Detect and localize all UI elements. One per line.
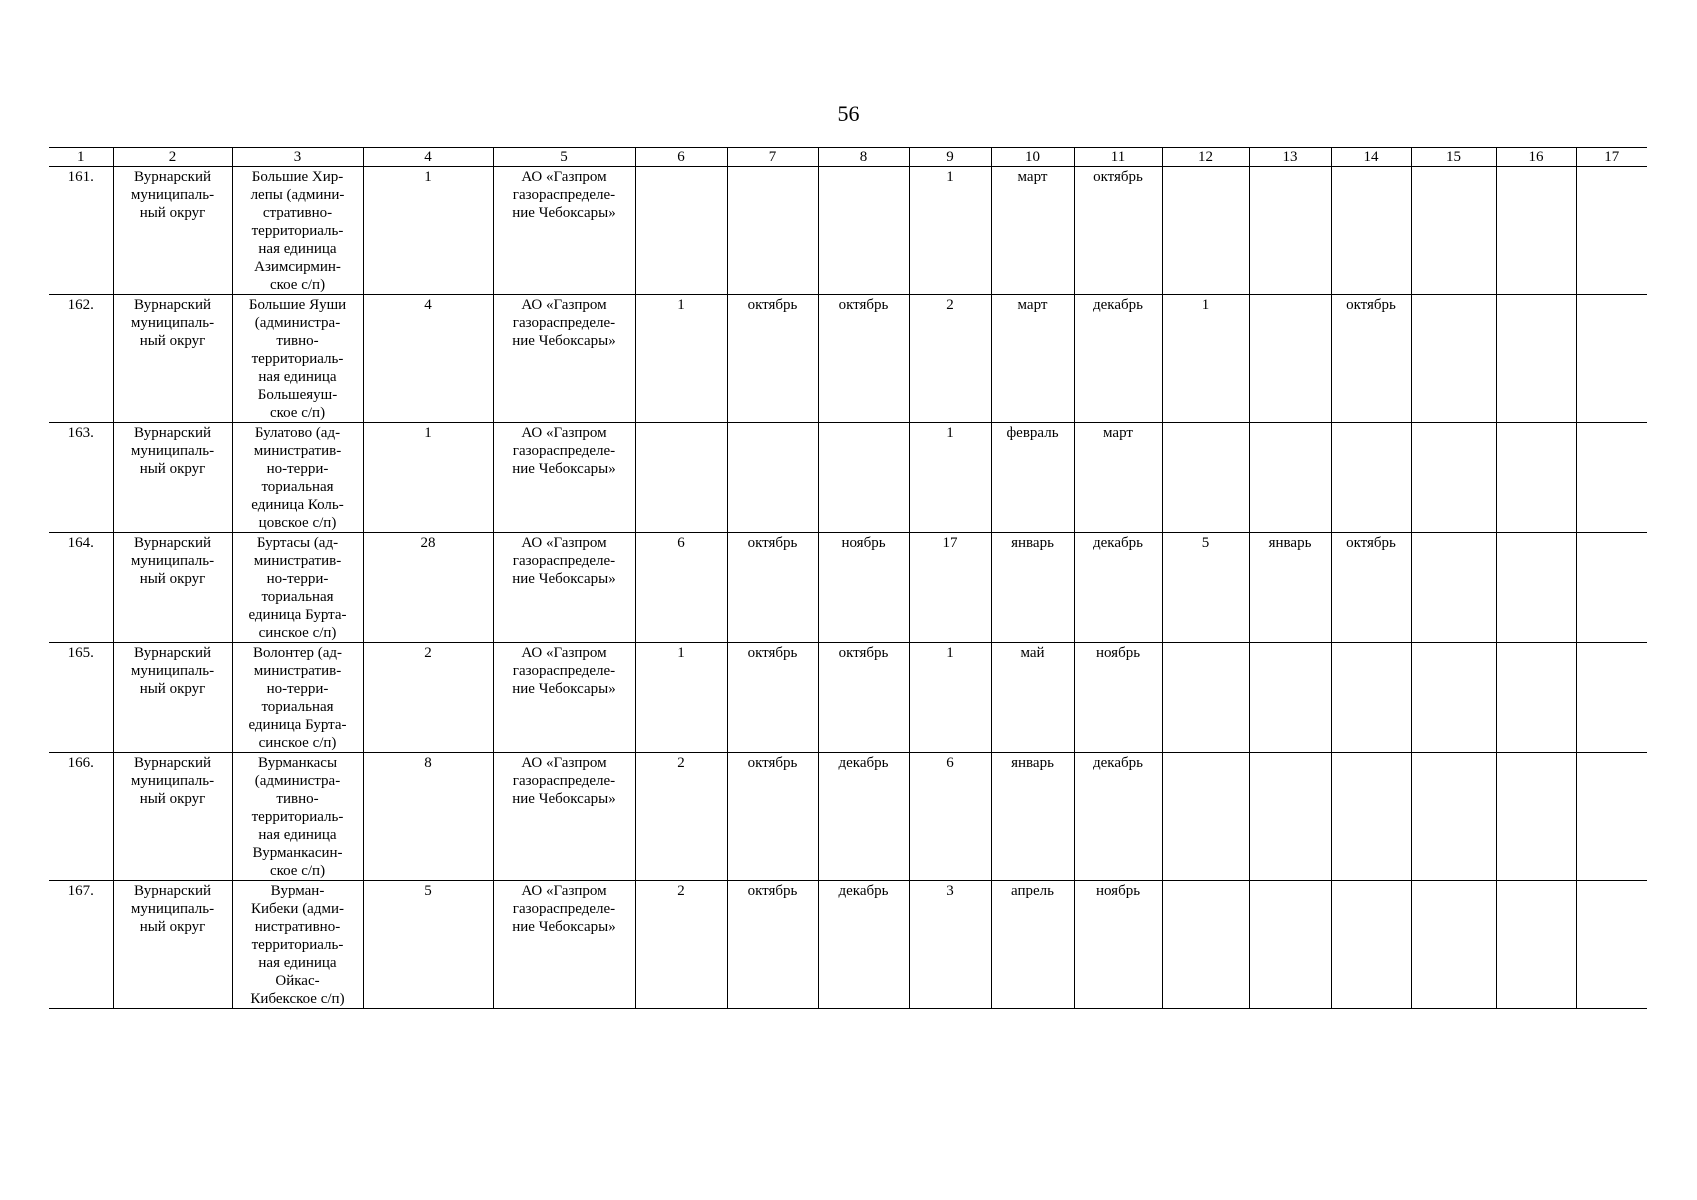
cell-line: Вурманкасин- <box>252 845 343 861</box>
cell-line: ние Чебоксары» <box>512 333 616 349</box>
row-number: 164. <box>49 533 113 643</box>
cell-line: но-терри- <box>266 681 329 697</box>
col9-cell: 1 <box>909 167 991 295</box>
cell-line: Волонтер (ад- <box>252 645 343 661</box>
cell-line: газораспределе- <box>512 315 616 331</box>
col17-cell <box>1576 881 1647 1009</box>
column-number-7: 7 <box>727 148 818 167</box>
district-cell <box>113 423 232 533</box>
col15-cell <box>1411 533 1496 643</box>
cell-line: Большие Хир- <box>251 169 344 185</box>
organization-cell <box>493 753 635 881</box>
page-number: 56 <box>837 101 860 126</box>
cell-line: ториальная <box>261 589 334 605</box>
cell-line: но-терри- <box>266 461 329 477</box>
settlement-cell <box>232 753 363 881</box>
cell-line: Булатово (ад- <box>254 425 341 441</box>
cell-line: газораспределе- <box>512 773 616 789</box>
col12-cell <box>1162 167 1249 295</box>
row-number: 161. <box>49 167 113 295</box>
organization-cell <box>493 881 635 1009</box>
row-number: 163. <box>49 423 113 533</box>
schedule-table <box>49 147 1647 1009</box>
col7-cell <box>727 423 818 533</box>
cell-line: единица Коль- <box>251 497 344 513</box>
settlement-cell <box>232 643 363 753</box>
col9-cell: 2 <box>909 295 991 423</box>
cell-line: ское с/п) <box>269 405 326 421</box>
col7-cell: октябрь <box>727 533 818 643</box>
cell-line: стративно- <box>262 205 333 221</box>
table-row <box>49 643 1647 753</box>
cell-line: муниципаль- <box>130 663 215 679</box>
organization-cell <box>493 295 635 423</box>
col9-cell: 17 <box>909 533 991 643</box>
col7-cell: октябрь <box>727 753 818 881</box>
cell-line: Вурнарский <box>134 645 211 661</box>
cell-line: Вурнарский <box>134 535 211 551</box>
cell-line: ние Чебоксары» <box>512 919 616 935</box>
table-row <box>49 533 1647 643</box>
organization-cell <box>493 643 635 753</box>
col10-cell: май <box>991 643 1074 753</box>
col9-cell: 3 <box>909 881 991 1009</box>
cell-line: Вурнарский <box>134 297 211 313</box>
col10-cell: март <box>991 295 1074 423</box>
col8-cell <box>818 167 909 295</box>
column-number-4: 4 <box>363 148 493 167</box>
table-row <box>49 753 1647 881</box>
cell-line: ние Чебоксары» <box>512 791 616 807</box>
column-number-17: 17 <box>1576 148 1647 167</box>
cell-line: ние Чебоксары» <box>512 571 616 587</box>
cell-line: ный округ <box>139 919 206 935</box>
col15-cell <box>1411 881 1496 1009</box>
col12-cell: 1 <box>1162 295 1249 423</box>
col9-cell: 6 <box>909 753 991 881</box>
cell-line: газораспределе- <box>512 443 616 459</box>
column-number-8: 8 <box>818 148 909 167</box>
col14-cell <box>1331 167 1411 295</box>
cell-line: Кибеки (адми- <box>251 901 344 917</box>
settlement-cell <box>232 533 363 643</box>
col13-cell <box>1249 643 1331 753</box>
settlement-cell <box>232 295 363 423</box>
count-cell: 28 <box>363 533 493 643</box>
cell-line: муниципаль- <box>130 443 215 459</box>
cell-line: цовское с/п) <box>258 515 337 531</box>
settlement-cell <box>232 881 363 1009</box>
cell-line: синское с/п) <box>258 625 337 641</box>
cell-line: ная единица <box>258 827 337 843</box>
col14-cell <box>1331 753 1411 881</box>
cell-line: Ойкас- <box>275 973 320 989</box>
col17-cell <box>1576 295 1647 423</box>
column-number-2: 2 <box>113 148 232 167</box>
col7-cell: октябрь <box>727 295 818 423</box>
col6-cell: 2 <box>635 753 727 881</box>
cell-line: ние Чебоксары» <box>512 681 616 697</box>
cell-line: ние Чебоксары» <box>512 461 616 477</box>
col11-cell: декабрь <box>1074 295 1162 423</box>
col8-cell <box>818 423 909 533</box>
col6-cell: 1 <box>635 295 727 423</box>
cell-line: АО «Газпром <box>521 755 607 771</box>
column-number-10: 10 <box>991 148 1074 167</box>
col16-cell <box>1496 295 1576 423</box>
column-number-11: 11 <box>1074 148 1162 167</box>
column-number-16: 16 <box>1496 148 1576 167</box>
col11-cell: декабрь <box>1074 753 1162 881</box>
col13-cell <box>1249 167 1331 295</box>
cell-line: лепы (админи- <box>250 187 345 203</box>
count-cell: 4 <box>363 295 493 423</box>
district-cell <box>113 643 232 753</box>
col9-cell: 1 <box>909 643 991 753</box>
row-number: 167. <box>49 881 113 1009</box>
organization-cell <box>493 533 635 643</box>
col13-cell <box>1249 753 1331 881</box>
count-cell: 1 <box>363 167 493 295</box>
cell-line: тивно- <box>276 791 319 807</box>
col10-cell: февраль <box>991 423 1074 533</box>
cell-line: но-терри- <box>266 571 329 587</box>
row-number: 165. <box>49 643 113 753</box>
col16-cell <box>1496 643 1576 753</box>
cell-line: муниципаль- <box>130 315 215 331</box>
col17-cell <box>1576 167 1647 295</box>
cell-line: Большие Яуши <box>248 297 347 313</box>
cell-line: АО «Газпром <box>521 169 607 185</box>
col15-cell <box>1411 167 1496 295</box>
table-body <box>49 148 1647 1009</box>
column-number-header <box>49 148 1647 167</box>
col14-cell: октябрь <box>1331 295 1411 423</box>
col6-cell: 1 <box>635 643 727 753</box>
column-number-5: 5 <box>493 148 635 167</box>
col12-cell: 5 <box>1162 533 1249 643</box>
cell-line: ный округ <box>139 461 206 477</box>
col7-cell: октябрь <box>727 643 818 753</box>
col10-cell: январь <box>991 753 1074 881</box>
cell-line: газораспределе- <box>512 187 616 203</box>
cell-line: газораспределе- <box>512 663 616 679</box>
col14-cell <box>1331 423 1411 533</box>
col14-cell: октябрь <box>1331 533 1411 643</box>
cell-line: ный округ <box>139 333 206 349</box>
district-cell <box>113 167 232 295</box>
cell-line: территориаль- <box>251 937 344 953</box>
cell-line: газораспределе- <box>512 553 616 569</box>
cell-line: ный округ <box>139 571 206 587</box>
cell-line: ная единица <box>258 241 337 257</box>
district-cell <box>113 753 232 881</box>
col14-cell <box>1331 643 1411 753</box>
cell-line: муниципаль- <box>130 773 215 789</box>
col8-cell: декабрь <box>818 881 909 1009</box>
cell-line: АО «Газпром <box>521 883 607 899</box>
column-number-9: 9 <box>909 148 991 167</box>
column-number-3: 3 <box>232 148 363 167</box>
cell-line: Вурнарский <box>134 883 211 899</box>
cell-line: территориаль- <box>251 351 344 367</box>
organization-cell <box>493 167 635 295</box>
cell-line: газораспределе- <box>512 901 616 917</box>
col16-cell <box>1496 423 1576 533</box>
cell-line: ние Чебоксары» <box>512 205 616 221</box>
cell-line: ское с/п) <box>269 277 326 293</box>
cell-line: Вурнарский <box>134 425 211 441</box>
col13-cell <box>1249 881 1331 1009</box>
settlement-cell <box>232 167 363 295</box>
col15-cell <box>1411 423 1496 533</box>
cell-line: АО «Газпром <box>521 645 607 661</box>
col17-cell <box>1576 533 1647 643</box>
cell-line: министратив- <box>253 443 342 459</box>
cell-line: Большеяуш- <box>257 387 338 403</box>
cell-line: ный округ <box>139 791 206 807</box>
col8-cell: ноябрь <box>818 533 909 643</box>
cell-line: Вурнарский <box>134 169 211 185</box>
column-number-6: 6 <box>635 148 727 167</box>
col10-cell: март <box>991 167 1074 295</box>
col6-cell <box>635 167 727 295</box>
cell-line: Вурнарский <box>134 755 211 771</box>
cell-line: АО «Газпром <box>521 535 607 551</box>
cell-line: Вурман- <box>270 883 325 899</box>
cell-line: муниципаль- <box>130 553 215 569</box>
col12-cell <box>1162 881 1249 1009</box>
cell-line: ная единица <box>258 955 337 971</box>
count-cell: 1 <box>363 423 493 533</box>
cell-line: единица Бурта- <box>248 607 347 623</box>
col11-cell: ноябрь <box>1074 643 1162 753</box>
district-cell <box>113 295 232 423</box>
cell-line: нистративно- <box>254 919 341 935</box>
col11-cell: октябрь <box>1074 167 1162 295</box>
column-number-14: 14 <box>1331 148 1411 167</box>
col11-cell: декабрь <box>1074 533 1162 643</box>
cell-line: ная единица <box>258 369 337 385</box>
table-row <box>49 167 1647 295</box>
district-cell <box>113 881 232 1009</box>
col16-cell <box>1496 533 1576 643</box>
cell-line: ское с/п) <box>269 863 326 879</box>
col8-cell: октябрь <box>818 643 909 753</box>
col6-cell: 6 <box>635 533 727 643</box>
cell-line: Буртасы (ад- <box>256 535 339 551</box>
col9-cell: 1 <box>909 423 991 533</box>
cell-line: муниципаль- <box>130 901 215 917</box>
count-cell: 2 <box>363 643 493 753</box>
column-number-1: 1 <box>49 148 113 167</box>
cell-line: единица Бурта- <box>248 717 347 733</box>
col7-cell: октябрь <box>727 881 818 1009</box>
cell-line: (администра- <box>254 315 341 331</box>
cell-line: территориаль- <box>251 223 344 239</box>
col10-cell: январь <box>991 533 1074 643</box>
cell-line: ториальная <box>261 699 334 715</box>
table-row <box>49 423 1647 533</box>
col15-cell <box>1411 753 1496 881</box>
organization-cell <box>493 423 635 533</box>
col8-cell: октябрь <box>818 295 909 423</box>
table-row <box>49 881 1647 1009</box>
cell-line: АО «Газпром <box>521 425 607 441</box>
col16-cell <box>1496 167 1576 295</box>
col6-cell <box>635 423 727 533</box>
district-cell <box>113 533 232 643</box>
col12-cell <box>1162 753 1249 881</box>
col15-cell <box>1411 295 1496 423</box>
column-number-12: 12 <box>1162 148 1249 167</box>
cell-line: (администра- <box>254 773 341 789</box>
cell-line: ный округ <box>139 681 206 697</box>
cell-line: министратив- <box>253 663 342 679</box>
row-number: 162. <box>49 295 113 423</box>
cell-line: муниципаль- <box>130 187 215 203</box>
cell-line: синское с/п) <box>258 735 337 751</box>
table-row <box>49 295 1647 423</box>
col13-cell <box>1249 423 1331 533</box>
col17-cell <box>1576 753 1647 881</box>
col12-cell <box>1162 643 1249 753</box>
col7-cell <box>727 167 818 295</box>
col15-cell <box>1411 643 1496 753</box>
col17-cell <box>1576 423 1647 533</box>
col16-cell <box>1496 753 1576 881</box>
cell-line: Вурманкасы <box>257 755 338 771</box>
cell-line: АО «Газпром <box>521 297 607 313</box>
col11-cell: март <box>1074 423 1162 533</box>
row-number: 166. <box>49 753 113 881</box>
col16-cell <box>1496 881 1576 1009</box>
count-cell: 8 <box>363 753 493 881</box>
cell-line: тивно- <box>276 333 319 349</box>
cell-line: ториальная <box>261 479 334 495</box>
column-number-15: 15 <box>1411 148 1496 167</box>
col13-cell: январь <box>1249 533 1331 643</box>
settlement-cell <box>232 423 363 533</box>
cell-line: Азимсирмин- <box>254 259 341 275</box>
cell-line: Кибекское с/п) <box>250 991 345 1007</box>
col12-cell <box>1162 423 1249 533</box>
col17-cell <box>1576 643 1647 753</box>
col8-cell: декабрь <box>818 753 909 881</box>
col14-cell <box>1331 881 1411 1009</box>
col13-cell <box>1249 295 1331 423</box>
cell-line: министратив- <box>253 553 342 569</box>
col10-cell: апрель <box>991 881 1074 1009</box>
cell-line: ный округ <box>139 205 206 221</box>
column-number-13: 13 <box>1249 148 1331 167</box>
col6-cell: 2 <box>635 881 727 1009</box>
count-cell: 5 <box>363 881 493 1009</box>
cell-line: территориаль- <box>251 809 344 825</box>
col11-cell: ноябрь <box>1074 881 1162 1009</box>
